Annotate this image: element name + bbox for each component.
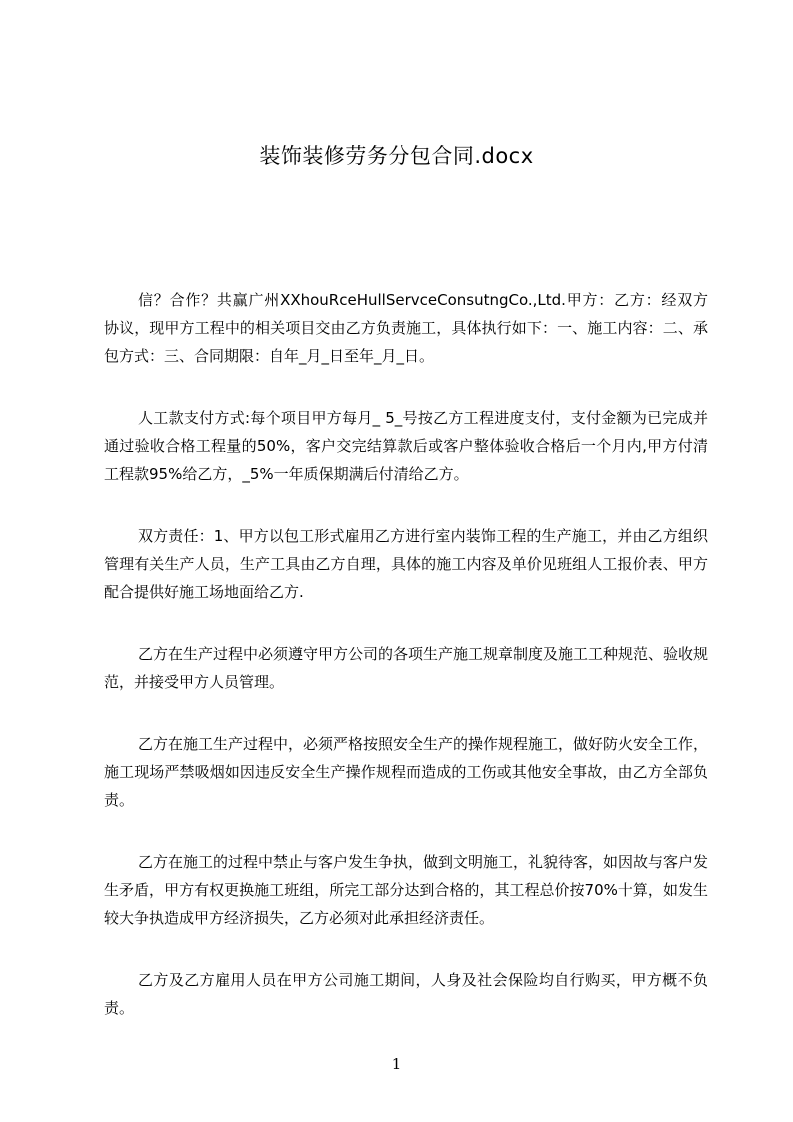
- paragraph-insurance: 乙方及乙方雇用人员在甲方公司施工期间，人身及社会保险均自行购买，甲方概不负责。: [104, 971, 708, 1017]
- document-body: [104, 286, 708, 1056]
- paragraph-payment: 人工款支付方式:每个项目甲方每月_ 5_号按乙方工程进度支付，支付金额为已完成并通过验收合格工程量的50%，客户交完结算款后或客户整体验收合格后一个月内,甲方付清工程款95%给乙方，_5%一年质保期满后付清给乙方。: [104, 409, 708, 483]
- paragraph-responsibilities: 双方责任：1、甲方以包工形式雇用乙方进行室内装饰工程的生产施工，并由乙方组织管理有关生产人员，生产工具由乙方自理，具体的施工内容及单价见班组人工报价表、甲方配合提供好施工场地面给乙方.: [104, 527, 708, 601]
- paragraph-regulations: 乙方在生产过程中必须遵守甲方公司的各项生产施工规章制度及施工工种规范、验收规范，并接受甲方人员管理。: [104, 645, 709, 691]
- paragraph-conduct: 乙方在施工的过程中禁止与客户发生争执，做到文明施工，礼貌待客，如因故与客户发生矛盾，甲方有权更换施工班组，所完工部分达到合格的，其工程总价按70%十算，如发生较大争执造成甲方经济损失，乙方必须对此承担经济责任。: [104, 853, 709, 927]
- paragraph-safety: 乙方在施工生产过程中，必须严格按照安全生产的操作规程施工，做好防火安全工作，施工现场严禁吸烟如因违反安全生产操作规程而造成的工伤或其他安全事故，由乙方全部负责。: [104, 735, 709, 809]
- page-number: 1: [391, 1055, 402, 1073]
- document-title: 装饰装修劳务分包合同.docx: [259, 144, 534, 168]
- paragraph-parties: 信？合作？共赢广州XXhouRceHullServceConsutngCo.,Ltd.甲方：乙方：经双方协议，现甲方工程中的相关项目交由乙方负责施工，具体执行如下：一、施工内容：二、承包方式：三、合同期限：自年_月_日至年_月_日。: [104, 291, 708, 365]
